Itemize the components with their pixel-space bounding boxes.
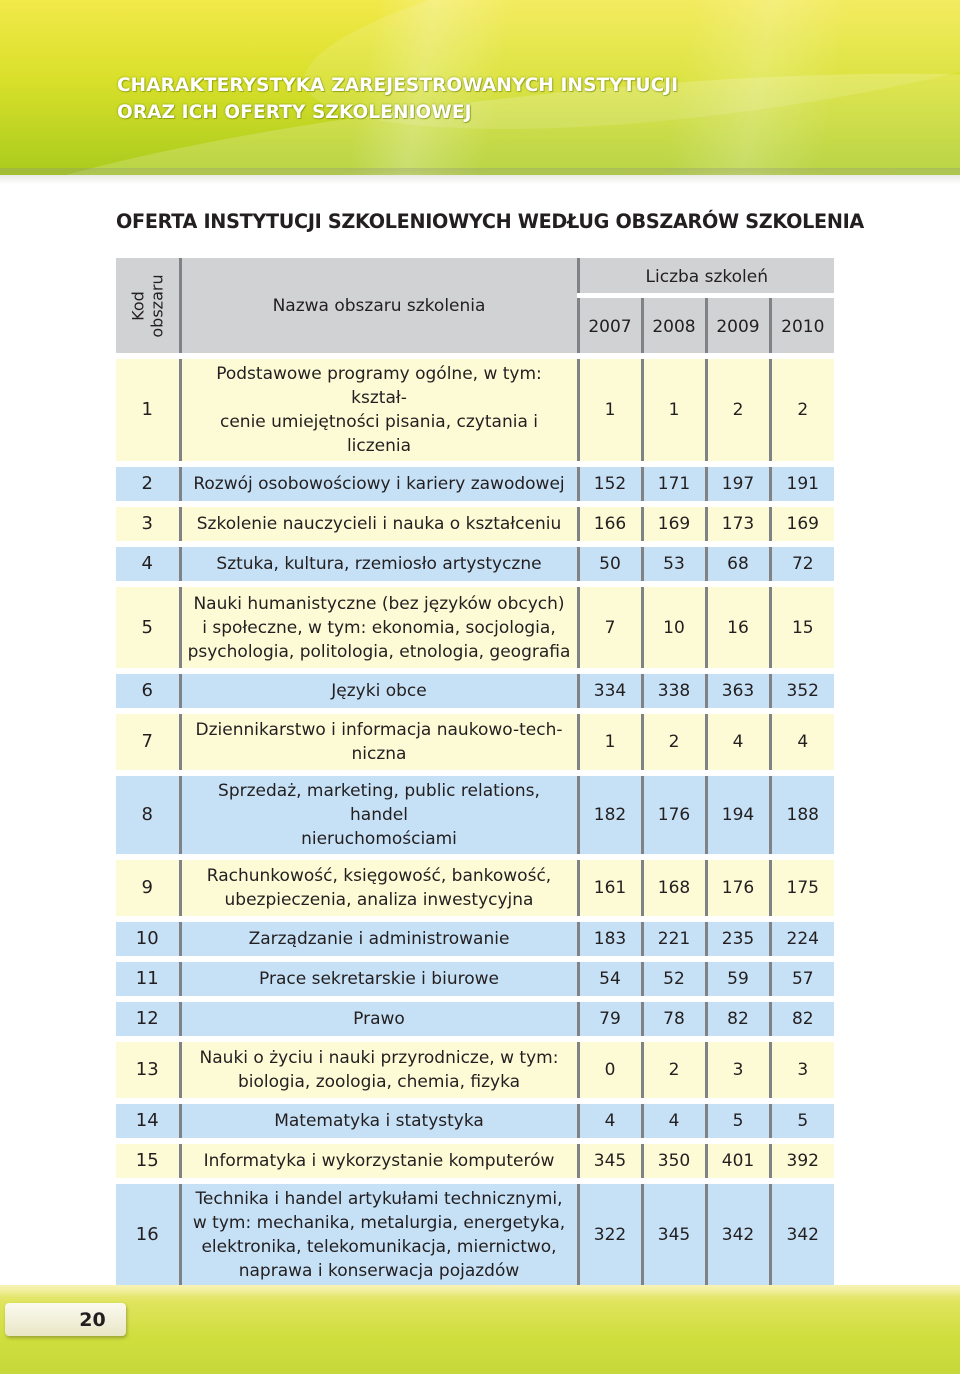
area-name-line: Prawo <box>353 1009 405 1029</box>
count-cell: 171 <box>642 464 706 504</box>
code-header-line: Kod <box>128 290 148 321</box>
count-cell: 152 <box>578 464 642 504</box>
year-header: 2010 <box>770 296 834 354</box>
area-name-line: Dziennikarstwo i informacja naukowo-tech- <box>195 720 563 740</box>
area-name-line: cenie umiejętności pisania, czytania i liczenia <box>219 412 538 456</box>
count-cell: 1 <box>578 359 642 464</box>
area-name-line: Rachunkowość, księgowość, bankowość, <box>206 866 552 886</box>
count-cell: 5 <box>770 1101 834 1141</box>
page-number: 20 <box>79 1308 106 1331</box>
count-cell: 4 <box>770 711 834 773</box>
count-cell: 2 <box>642 711 706 773</box>
area-name-line: nieruchomościami <box>301 829 457 849</box>
count-cell: 350 <box>642 1141 706 1181</box>
table-header-row <box>116 258 834 296</box>
count-cell: 173 <box>706 504 770 544</box>
count-cell: 392 <box>770 1141 834 1181</box>
count-cell: 197 <box>706 464 770 504</box>
table-row <box>116 504 834 544</box>
table-row <box>116 919 834 959</box>
table-row <box>116 999 834 1039</box>
area-code: 1 <box>116 359 180 464</box>
area-name <box>180 544 578 584</box>
count-cell: 188 <box>770 773 834 857</box>
table-row <box>116 1039 834 1101</box>
area-name-line: biologia, zoologia, chemia, fizyka <box>237 1072 521 1092</box>
count-cell: 221 <box>642 919 706 959</box>
count-cell: 10 <box>642 584 706 671</box>
code-header-line: obszaru <box>147 273 167 338</box>
count-cell: 352 <box>770 671 834 711</box>
count-cell: 82 <box>706 999 770 1039</box>
area-name-line: Szkolenie nauczycieli i nauka o kształceniu <box>196 514 562 534</box>
count-cell: 363 <box>706 671 770 711</box>
count-cell: 59 <box>706 959 770 999</box>
count-cell: 166 <box>578 504 642 544</box>
area-code: 10 <box>116 919 180 959</box>
count-cell: 1 <box>642 359 706 464</box>
count-cell: 176 <box>642 773 706 857</box>
count-cell: 3 <box>770 1039 834 1101</box>
count-cell: 1 <box>578 711 642 773</box>
count-cell: 68 <box>706 544 770 584</box>
count-cell: 183 <box>578 919 642 959</box>
count-cell: 342 <box>706 1181 770 1286</box>
count-cell: 3 <box>706 1039 770 1101</box>
count-cell: 4 <box>578 1101 642 1141</box>
count-cell: 57 <box>770 959 834 999</box>
count-cell: 175 <box>770 857 834 919</box>
area-name-line: Zarządzanie i administrowanie <box>248 929 510 949</box>
area-name-line: Technika i handel artykułami technicznymi, <box>195 1189 563 1209</box>
page-number-tab <box>5 1303 126 1336</box>
count-cell: 0 <box>578 1039 642 1101</box>
count-cell: 15 <box>770 584 834 671</box>
count-cell: 72 <box>770 544 834 584</box>
count-cell: 338 <box>642 671 706 711</box>
area-name-line: Sztuka, kultura, rzemiosło artystyczne <box>216 554 542 574</box>
area-code: 13 <box>116 1039 180 1101</box>
chapter-title-line: ORAZ ICH OFERTY SZKOLENIOWEJ <box>117 102 472 123</box>
area-name <box>180 1039 578 1101</box>
area-name <box>180 464 578 504</box>
area-name <box>180 999 578 1039</box>
area-code: 6 <box>116 671 180 711</box>
table-row <box>116 959 834 999</box>
training-areas-table <box>116 258 834 1286</box>
table-body <box>116 359 834 1286</box>
year-header: 2008 <box>642 296 706 354</box>
count-cell: 182 <box>578 773 642 857</box>
chapter-title <box>117 72 678 126</box>
count-cell: 334 <box>578 671 642 711</box>
table-row <box>116 1141 834 1181</box>
area-code: 12 <box>116 999 180 1039</box>
area-name <box>180 959 578 999</box>
table-row <box>116 1101 834 1141</box>
count-cell: 2 <box>770 359 834 464</box>
count-cell: 2 <box>642 1039 706 1101</box>
area-code: 16 <box>116 1181 180 1286</box>
area-code: 2 <box>116 464 180 504</box>
area-name-line: Sprzedaż, marketing, public relations, handel <box>218 781 540 825</box>
area-name-line: w tym: mechanika, metalurgia, energetyka, <box>192 1213 566 1233</box>
table-row <box>116 1181 834 1286</box>
area-name-line: niczna <box>351 744 407 764</box>
table-row <box>116 773 834 857</box>
count-cell: 79 <box>578 999 642 1039</box>
count-cell: 52 <box>642 959 706 999</box>
count-cell: 54 <box>578 959 642 999</box>
area-name <box>180 1101 578 1141</box>
table-row <box>116 544 834 584</box>
area-name-line: Podstawowe programy ogólne, w tym: kształ- <box>216 364 542 408</box>
area-name <box>180 671 578 711</box>
count-cell: 322 <box>578 1181 642 1286</box>
chapter-title-line: CHARAKTERYSTYKA ZAREJESTROWANYCH INSTYTUCJI <box>117 75 679 96</box>
count-cell: 224 <box>770 919 834 959</box>
count-cell: 169 <box>642 504 706 544</box>
area-name-line: psychologia, politologia, etnologia, geografia <box>187 641 571 662</box>
area-code: 5 <box>116 584 180 671</box>
area-name-line: Informatyka i wykorzystanie komputerów <box>203 1151 555 1171</box>
area-code: 4 <box>116 544 180 584</box>
year-header: 2007 <box>578 296 642 354</box>
area-code: 8 <box>116 773 180 857</box>
section-title: OFERTA INSTYTUCJI SZKOLENIOWYCH WEDŁUG OBSZARÓW SZKOLENIA <box>116 210 864 233</box>
table-row <box>116 359 834 464</box>
count-cell: 50 <box>578 544 642 584</box>
area-code: 9 <box>116 857 180 919</box>
count-cell: 194 <box>706 773 770 857</box>
count-cell: 345 <box>578 1141 642 1181</box>
table-row <box>116 464 834 504</box>
count-cell: 78 <box>642 999 706 1039</box>
count-cell: 235 <box>706 919 770 959</box>
table-row <box>116 711 834 773</box>
area-name <box>180 919 578 959</box>
area-name <box>180 584 578 671</box>
area-name <box>180 857 578 919</box>
area-name-line: Języki obce <box>331 681 427 701</box>
footer-highlight <box>0 1285 960 1297</box>
name-column-header: Nazwa obszaru szkolenia <box>180 258 578 353</box>
count-cell: 345 <box>642 1181 706 1286</box>
count-cell: 168 <box>642 857 706 919</box>
area-name-line: elektronika, telekomunikacja, miernictwo, <box>201 1237 557 1257</box>
count-cell: 342 <box>770 1181 834 1286</box>
count-cell: 5 <box>706 1101 770 1141</box>
area-code: 14 <box>116 1101 180 1141</box>
area-name-line: Nauki humanistyczne (bez języków obcych) <box>193 593 565 614</box>
table-row <box>116 671 834 711</box>
area-name <box>180 1141 578 1181</box>
count-cell: 191 <box>770 464 834 504</box>
count-cell: 53 <box>642 544 706 584</box>
table-row <box>116 584 834 671</box>
area-name <box>180 359 578 464</box>
area-name-line: Matematyka i statystyka <box>274 1111 484 1131</box>
trainings-count-header: Liczba szkoleń <box>578 258 834 296</box>
count-cell: 4 <box>642 1101 706 1141</box>
footer-band <box>0 1285 960 1374</box>
count-cell: 169 <box>770 504 834 544</box>
area-name-line: Nauki o życiu i nauki przyrodnicze, w tym: <box>199 1048 559 1068</box>
count-cell: 7 <box>578 584 642 671</box>
count-cell: 176 <box>706 857 770 919</box>
area-code: 11 <box>116 959 180 999</box>
count-cell: 4 <box>706 711 770 773</box>
area-name <box>180 773 578 857</box>
count-cell: 16 <box>706 584 770 671</box>
code-column-header <box>116 258 180 353</box>
header-banner <box>0 0 960 175</box>
area-code: 7 <box>116 711 180 773</box>
area-name <box>180 711 578 773</box>
area-name-line: Prace sekretarskie i biurowe <box>259 969 499 989</box>
banner-shadow <box>0 168 960 184</box>
area-code: 3 <box>116 504 180 544</box>
area-name-line: i społeczne, w tym: ekonomia, socjologia, <box>202 617 556 638</box>
area-name-line: ubezpieczenia, analiza inwestycyjna <box>224 890 534 910</box>
year-header: 2009 <box>706 296 770 354</box>
table-row <box>116 857 834 919</box>
area-name-line: Rozwój osobowościowy i kariery zawodowej <box>193 474 565 494</box>
area-name <box>180 504 578 544</box>
area-name-line: naprawa i konserwacja pojazdów <box>238 1261 520 1281</box>
area-code: 15 <box>116 1141 180 1181</box>
count-cell: 2 <box>706 359 770 464</box>
area-name <box>180 1181 578 1286</box>
count-cell: 401 <box>706 1141 770 1181</box>
count-cell: 161 <box>578 857 642 919</box>
count-cell: 82 <box>770 999 834 1039</box>
